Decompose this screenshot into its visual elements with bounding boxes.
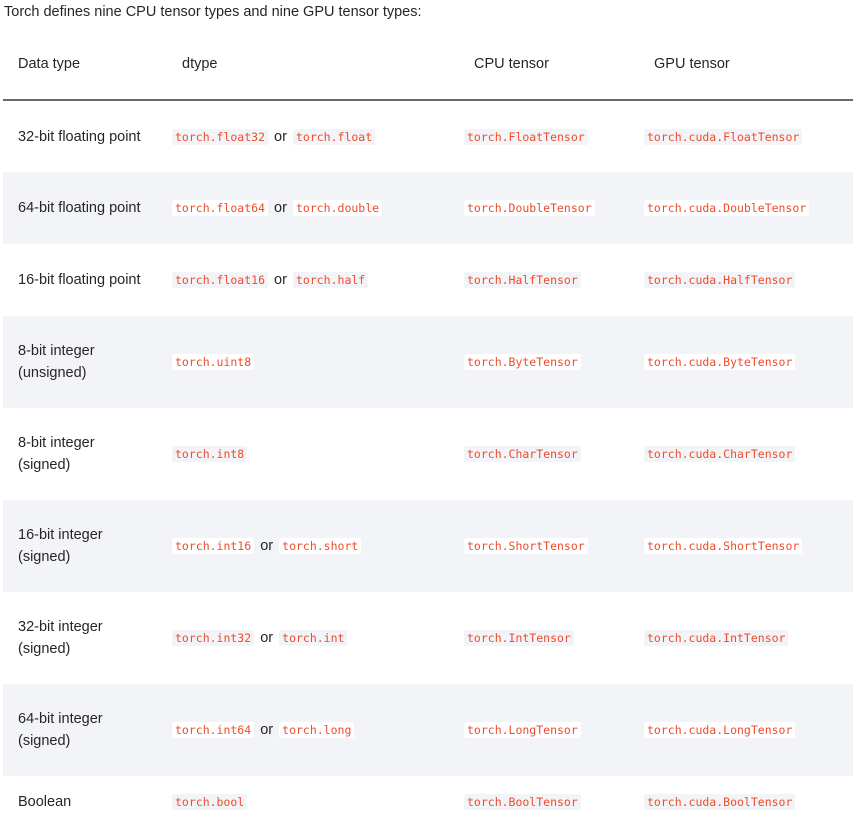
cpu-tensor-code: torch.FloatTensor [464,129,588,145]
dtype-cell [167,172,459,244]
cpu-tensor-cell [459,500,639,592]
dtype-cell [167,500,459,592]
table-body [3,100,853,828]
data-type-label: 16-bit floating point [18,272,141,288]
cpu-tensor-cell [459,316,639,408]
gpu-tensor-cell [639,776,853,828]
or-connector: or [260,630,274,646]
data-type-cell [3,592,167,684]
data-type-cell [3,316,167,408]
data-type-qualifier: (unsigned) [18,365,87,381]
data-type-label: 64-bit integer [18,711,103,727]
dtype-code: torch.uint8 [172,354,254,370]
cpu-tensor-code: torch.CharTensor [464,446,581,462]
dtype-code: torch.int64 [172,722,254,738]
dtype-code: torch.float64 [172,200,268,216]
dtype-code: torch.int32 [172,630,254,646]
cpu-tensor-code: torch.DoubleTensor [464,200,595,216]
table-row [3,172,853,244]
gpu-tensor-cell [639,684,853,776]
data-type-label: 8-bit integer [18,435,95,451]
gpu-tensor-code: torch.cuda.ShortTensor [644,538,802,554]
dtype-alias-code: torch.long [279,722,354,738]
cpu-tensor-code: torch.LongTensor [464,722,581,738]
or-connector: or [260,538,274,554]
cpu-tensor-code: torch.ByteTensor [464,354,581,370]
cpu-tensor-cell [459,244,639,316]
dtype-cell [167,244,459,316]
cpu-tensor-code: torch.ShortTensor [464,538,588,554]
data-type-label: 8-bit integer [18,343,95,359]
dtype-cell [167,592,459,684]
intro-text: Torch defines nine CPU tensor types and nine GPU tensor types: [4,4,422,20]
gpu-tensor-cell [639,100,853,172]
cpu-tensor-cell [459,684,639,776]
or-connector: or [274,200,287,216]
data-type-qualifier: (signed) [18,733,71,749]
dtype-cell [167,408,459,500]
data-type-cell [3,172,167,244]
gpu-tensor-cell [639,500,853,592]
data-type-label: 64-bit floating point [18,200,141,216]
gpu-tensor-code: torch.cuda.CharTensor [644,446,795,462]
gpu-tensor-cell [639,592,853,684]
dtype-table [3,28,853,828]
dtype-cell [167,100,459,172]
data-type-qualifier: (signed) [18,457,71,473]
data-type-qualifier: (signed) [18,549,71,565]
data-type-qualifier: (signed) [18,641,71,657]
data-type-cell [3,408,167,500]
cpu-tensor-cell [459,100,639,172]
gpu-tensor-code: torch.cuda.DoubleTensor [644,200,809,216]
gpu-tensor-cell [639,316,853,408]
data-type-label: 16-bit integer [18,527,103,543]
gpu-tensor-code: torch.cuda.IntTensor [644,630,788,646]
data-type-label: Boolean [18,794,72,810]
header-row [3,28,853,100]
header-dtype: dtype [182,55,218,72]
dtype-alias-code: torch.half [293,272,368,288]
table-row [3,500,853,592]
gpu-tensor-code: torch.cuda.ByteTensor [644,354,795,370]
gpu-tensor-code: torch.cuda.LongTensor [644,722,795,738]
cpu-tensor-cell [459,592,639,684]
table-row [3,316,853,408]
table-row [3,684,853,776]
gpu-tensor-cell [639,244,853,316]
table-header [3,28,853,100]
cpu-tensor-cell [459,408,639,500]
table-row [3,592,853,684]
data-type-cell [3,500,167,592]
gpu-tensor-cell [639,172,853,244]
gpu-tensor-cell [639,408,853,500]
dtype-alias-code: torch.short [279,538,361,554]
data-type-cell [3,244,167,316]
dtype-code: torch.bool [172,794,247,810]
dtype-cell [167,776,459,828]
cpu-tensor-code: torch.BoolTensor [464,794,581,810]
dtype-code: torch.float32 [172,129,268,145]
cpu-tensor-cell [459,172,639,244]
or-connector: or [260,722,274,738]
dtype-code: torch.float16 [172,272,268,288]
or-connector: or [274,272,287,288]
header-gpu-tensor: GPU tensor [654,55,730,72]
table-row [3,100,853,172]
cpu-tensor-cell [459,776,639,828]
gpu-tensor-code: torch.cuda.BoolTensor [644,794,795,810]
gpu-tensor-code: torch.cuda.FloatTensor [644,129,802,145]
table-row [3,776,853,828]
dtype-cell [167,316,459,408]
table-row [3,244,853,316]
dtype-alias-code: torch.float [293,129,375,145]
dtype-alias-code: torch.int [279,630,347,646]
dtype-code: torch.int16 [172,538,254,554]
dtype-cell [167,684,459,776]
data-type-label: 32-bit integer [18,619,103,635]
gpu-tensor-code: torch.cuda.HalfTensor [644,272,795,288]
cpu-tensor-code: torch.IntTensor [464,630,574,646]
data-type-cell [3,776,167,828]
dtype-code: torch.int8 [172,446,247,462]
header-data-type: Data type [18,55,81,72]
or-connector: or [274,128,287,145]
header-cpu-tensor: CPU tensor [474,55,549,72]
table-row [3,408,853,500]
data-type-label: 32-bit floating point [18,128,141,145]
dtype-alias-code: torch.double [293,200,382,216]
data-type-cell [3,100,167,172]
cpu-tensor-code: torch.HalfTensor [464,272,581,288]
data-type-cell [3,684,167,776]
